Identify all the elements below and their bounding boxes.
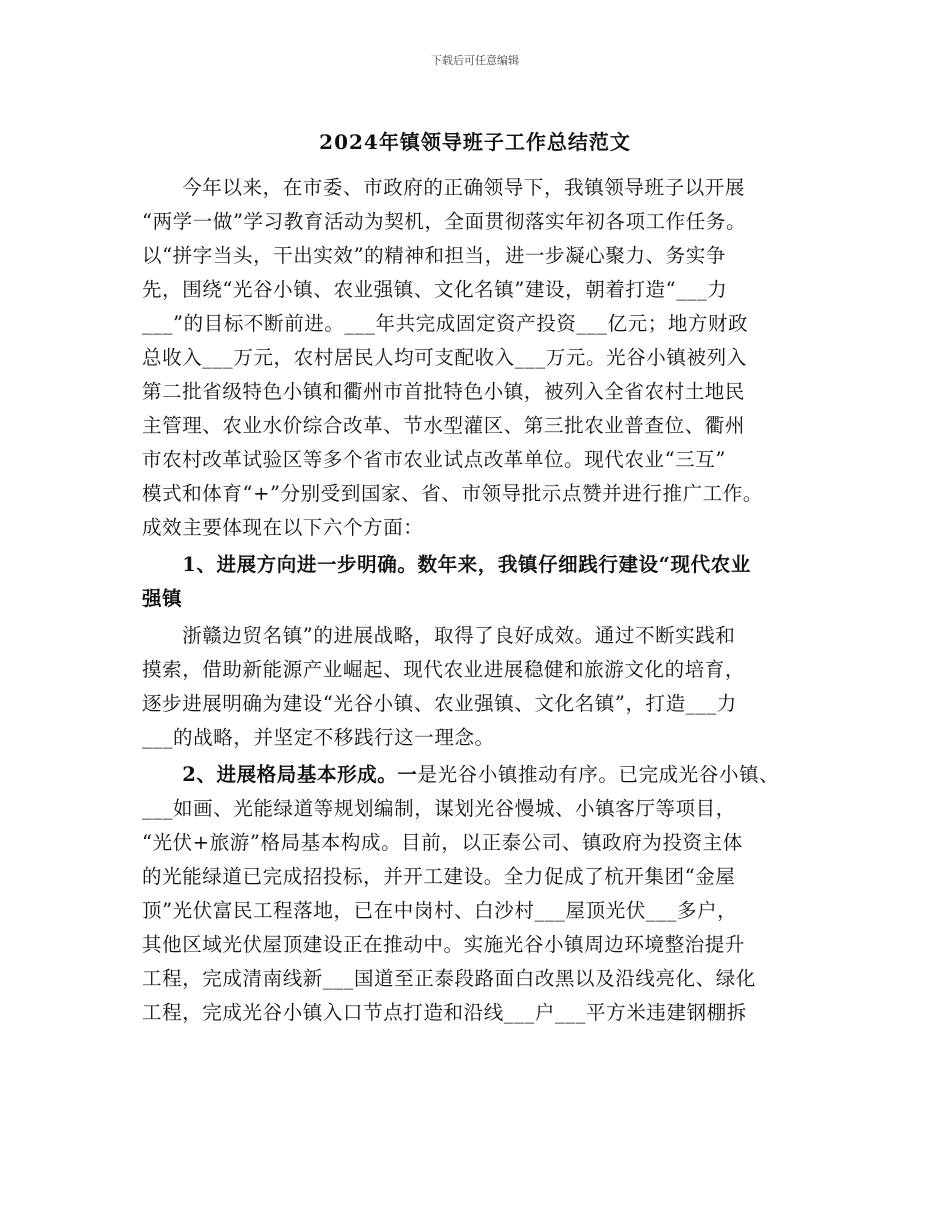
text-line: ___如画、光能绿道等规划编制，谋划光谷慢城、小镇客厅等项目，: [142, 797, 736, 820]
text-line: 工程，完成清南线新___国道至正泰段路面白改黑以及沿线亮化、绿化: [142, 967, 756, 990]
text-line: 摸索，借助新能源产业崛起、现代农业进展稳健和旅游文化的培育，: [142, 658, 746, 681]
document-title: 2024年镇领导班子工作总结范文: [319, 130, 631, 154]
text-line: “两学一做”学习教育活动为契机，全面贯彻落实年初各项工作任务。: [142, 210, 747, 233]
text-line: 总收入___万元，农村居民人均可支配收入___万元。光谷小镇被列入: [142, 346, 747, 369]
text-line: 以“拼字当头，干出实效”的精神和担当，进一步凝心聚力、务实争: [142, 244, 726, 267]
text-line: 浙赣边贸名镇”的进展战略，取得了良好成效。通过不断实践和: [142, 624, 736, 647]
document-body: [142, 171, 817, 1030]
text-line: 其他区域光伏屋顶建设正在推动中。实施光谷小镇周边环境整治提升: [142, 933, 746, 956]
text-line: 逐步进展明确为建设“光谷小镇、农业强镇、文化名镇”，打造___力: [142, 692, 737, 715]
text-line: 市农村改革试验区等多个省市农业试点改革单位。现代农业“三互”: [142, 448, 726, 471]
text-line: 强镇: [142, 587, 183, 610]
text-line: ___的战略，并坚定不移践行这一理念。: [142, 726, 495, 749]
text-line: 顶”光伏富民工程落地，已在中岗村、白沙村___屋顶光伏___多户，: [142, 899, 738, 922]
text-line: ___”的目标不断前进。___年共完成固定资产投资___亿元；地方财政: [142, 312, 749, 335]
text-line: 的光能绿道已完成招投标，并开工建设。全力促成了杭开集团“金屋: [142, 865, 736, 888]
text-line: 1、进展方向进一步明确。数年来，我镇仔细践行建设“现代农业: [142, 553, 751, 576]
text-line: “光伏+旅游”格局基本构成。目前，以正泰公司、镇政府为投资主体: [142, 831, 743, 854]
text-line: 2、进展格局基本形成。一是光谷小镇推动有序。已完成光谷小镇、: [142, 763, 780, 786]
text-line: 工程，完成光谷小镇入口节点打造和沿线___户___平方米违建钢棚拆: [142, 1001, 747, 1024]
text-line: 模式和体育“+”分别受到国家、省、市领导批示点赞并进行推广工作。: [142, 482, 763, 505]
text-line: 主管理、农业水价综合改革、节水型灌区、第三批农业普查位、衢州: [142, 414, 746, 437]
text-line: 今年以来，在市委、市政府的正确领导下，我镇领导班子以开展: [142, 176, 746, 199]
text-line: 先，围绕“光谷小镇、农业强镇、文化名镇”建设，朝着打造“___力: [142, 278, 728, 301]
page-header: 下载后可任意编辑: [431, 54, 519, 67]
text-line: 第二批省级特色小镇和衢州市首批特色小镇，被列入全省农村土地民: [142, 380, 746, 403]
text-line: 成效主要体现在以下六个方面：: [142, 516, 424, 539]
